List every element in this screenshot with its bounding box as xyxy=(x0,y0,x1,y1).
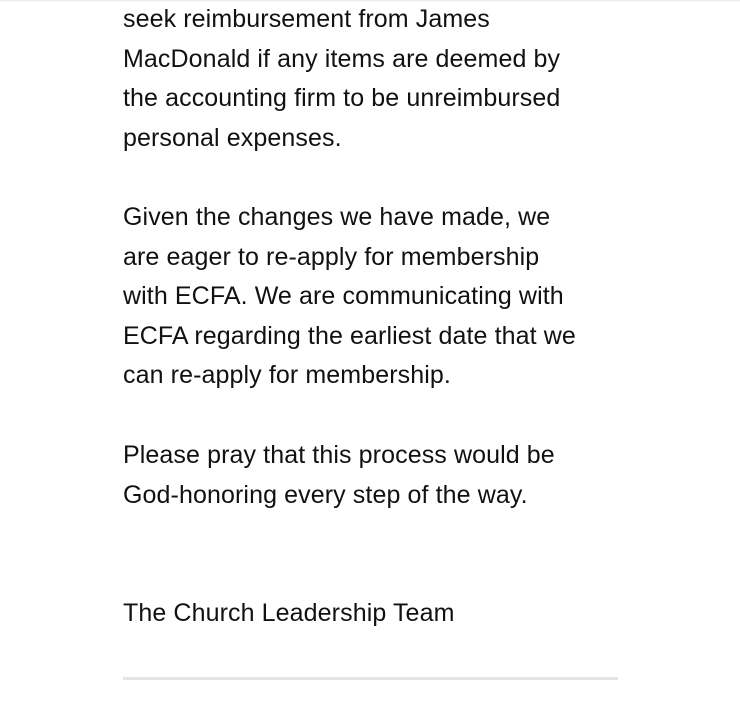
text-line: seek reimbursement from James xyxy=(123,5,490,33)
text-line: with ECFA. We are communicating with xyxy=(123,282,564,311)
divider xyxy=(123,677,618,680)
text-line: MacDonald if any items are deemed by xyxy=(123,44,561,73)
text-line: are eager to re-apply for membership xyxy=(123,242,540,271)
text-line: the accounting firm to be unreimbursed xyxy=(123,84,561,113)
paragraph-ecfa-membership xyxy=(123,198,623,396)
paragraph-prayer-request xyxy=(123,436,623,515)
text-line: can re-apply for membership. xyxy=(123,361,451,390)
text-line: ECFA regarding the earliest date that we xyxy=(123,321,576,350)
text-line: God-honoring every step of the way. xyxy=(123,480,528,509)
text-line: personal expenses. xyxy=(123,123,342,152)
text-line: Given the changes we have made, we xyxy=(123,203,551,231)
signature: The Church Leadership Team xyxy=(123,599,455,627)
text-line: Please pray that this process would be xyxy=(123,441,555,469)
paragraph-reimbursement xyxy=(123,0,623,158)
